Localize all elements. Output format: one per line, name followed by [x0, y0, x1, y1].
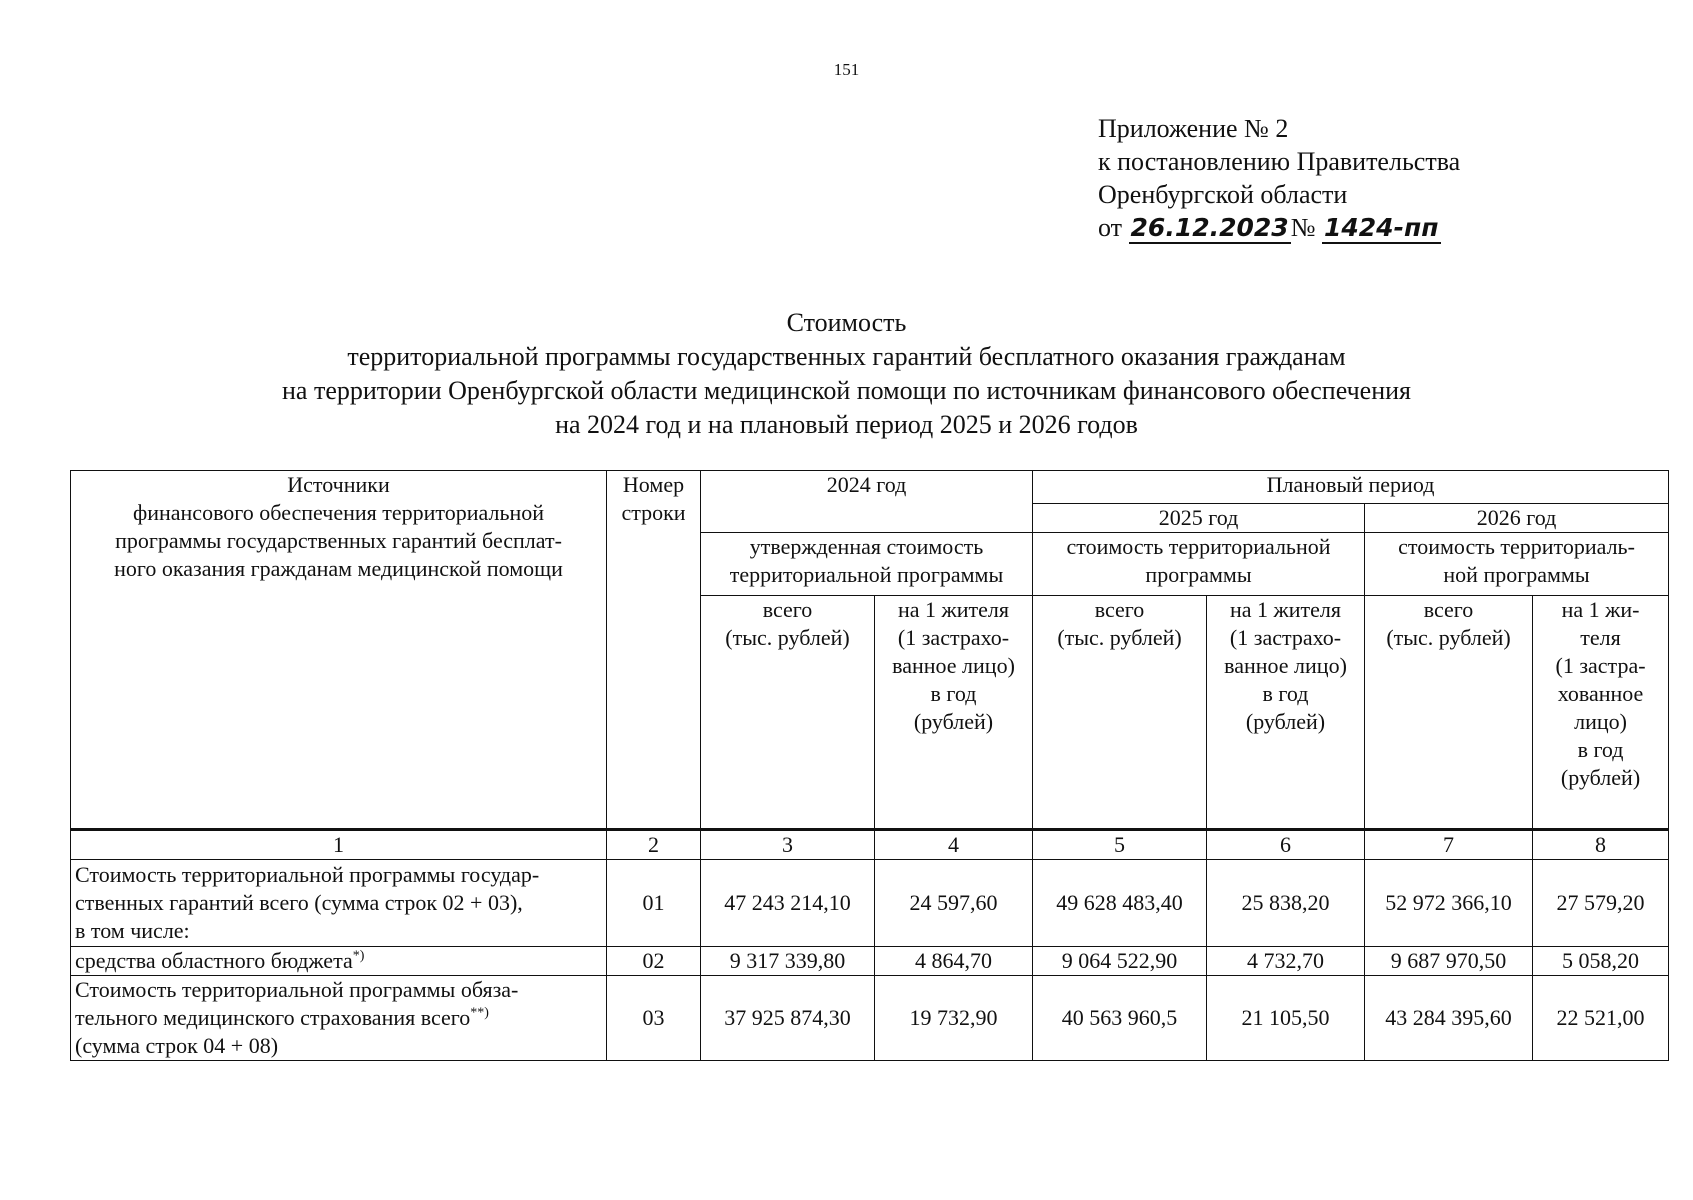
title-line-2: территориальной программы государственных гарантий бесплатного оказания гражданам	[347, 342, 1346, 371]
date-prefix: от	[1098, 213, 1123, 242]
column-number: 3	[701, 830, 875, 860]
header-approved-cost-line: утвержденная стоимость	[749, 534, 984, 559]
column-number: 8	[1533, 830, 1669, 860]
value-cell: 21 105,50	[1207, 976, 1365, 1061]
number-sign: №	[1290, 213, 1316, 242]
row-label-line: в том числе:	[75, 918, 190, 943]
header-per-resident-line: (рублей)	[1560, 765, 1641, 790]
title-line-4: на 2024 год и на плановый период 2025 и 2026 годов	[555, 410, 1138, 439]
header-per-resident-line: теля	[1580, 625, 1621, 650]
column-number: 4	[875, 830, 1033, 860]
row-label-line: Стоимость территориальной программы государ-	[75, 862, 540, 887]
header-total-line: всего	[1094, 597, 1145, 622]
value-cell: 9 064 522,90	[1033, 947, 1207, 976]
header-per-resident-line: лицо)	[1574, 709, 1627, 734]
header-total-2025	[1033, 596, 1207, 830]
row-code: 02	[607, 947, 701, 976]
value-cell: 19 732,90	[875, 976, 1033, 1061]
header-year-2024: 2024 год	[701, 471, 1033, 533]
header-per-resident-line: (1 застрахо-	[897, 625, 1010, 650]
page-number: 151	[833, 60, 860, 79]
column-number-row	[71, 830, 1669, 860]
header-cost-2025-line: стоимость территориальной	[1066, 534, 1331, 559]
row-code: 03	[607, 976, 701, 1061]
header-row-number-line: Номер	[622, 472, 685, 497]
value-cell: 4 732,70	[1207, 947, 1365, 976]
header-per-resident-2026	[1533, 596, 1669, 830]
header-total-line: (тыс. рублей)	[1057, 625, 1182, 650]
header-per-resident-line: на 1 жителя	[898, 597, 1009, 622]
row-label-line: (сумма строк 04 + 08)	[75, 1033, 279, 1058]
value-cell: 24 597,60	[875, 860, 1033, 947]
header-sources	[71, 471, 607, 830]
header-per-resident-line: ванное лицо)	[1224, 653, 1347, 678]
value-cell: 47 243 214,10	[701, 860, 875, 947]
title-line-1: Стоимость	[786, 308, 907, 337]
header-per-resident-line: (рублей)	[913, 709, 994, 734]
header-per-resident-line: на 1 жителя	[1230, 597, 1342, 622]
value-cell: 27 579,20	[1533, 860, 1669, 947]
document-title	[0, 306, 1693, 442]
header-cost-2026-line: стоимость территориаль-	[1398, 534, 1635, 559]
title-line-3: на территории Оренбургской области медицинской помощи по источникам финансового обеспечения	[282, 376, 1411, 405]
column-number: 5	[1033, 830, 1207, 860]
appendix-date-line	[1098, 211, 1460, 244]
handwritten-number: 1424-пп	[1324, 213, 1439, 242]
value-cell: 4 864,70	[875, 947, 1033, 976]
column-number: 1	[71, 830, 607, 860]
header-total-2026	[1365, 596, 1533, 830]
header-total-line: всего	[762, 597, 813, 622]
header-total-2024	[701, 596, 875, 830]
header-per-resident-line: хованное	[1557, 681, 1644, 706]
column-number: 2	[607, 830, 701, 860]
header-sources-line: программы государственных гарантий бесплат-	[115, 528, 562, 553]
header-cost-2026-line: ной программы	[1443, 562, 1590, 587]
header-per-resident-line: в год	[1262, 681, 1309, 706]
value-cell: 37 925 874,30	[701, 976, 875, 1061]
value-cell: 5 058,20	[1533, 947, 1669, 976]
header-per-resident-line: ванное лицо)	[892, 653, 1015, 678]
header-planned-period: Плановый период	[1033, 471, 1669, 504]
value-cell: 9 687 970,50	[1365, 947, 1533, 976]
value-cell: 43 284 395,60	[1365, 976, 1533, 1061]
header-row-number	[607, 471, 701, 830]
row-label-line: ственных гарантий всего (сумма строк 02 + 03),	[75, 890, 523, 915]
row-label-line: средства областного бюджета	[75, 948, 353, 973]
header-sources-line: ного оказания гражданам медицинской помощи	[114, 556, 563, 581]
handwritten-date: 26.12.2023	[1130, 213, 1289, 242]
header-cost-2025	[1033, 533, 1365, 596]
footnote-mark: **)	[470, 1005, 489, 1021]
header-per-resident-line: (1 застра-	[1555, 653, 1646, 678]
header-total-line: всего	[1423, 597, 1474, 622]
header-cost-2026	[1365, 533, 1669, 596]
table-row	[71, 976, 1669, 1061]
value-cell: 25 838,20	[1207, 860, 1365, 947]
footnote-mark: *)	[352, 948, 365, 964]
header-year-2025: 2025 год	[1033, 504, 1365, 533]
table-row	[71, 860, 1669, 947]
row-label	[71, 947, 607, 976]
cost-table	[70, 470, 1669, 1061]
row-label-line	[75, 1004, 602, 1032]
value-cell: 52 972 366,10	[1365, 860, 1533, 947]
header-sources-line: Источники	[287, 472, 390, 497]
header-per-resident-line: в год	[1577, 737, 1624, 762]
column-number: 6	[1207, 830, 1365, 860]
header-per-resident-line: в год	[930, 681, 977, 706]
header-sources-line: финансового обеспечения территориальной	[132, 500, 545, 525]
row-code: 01	[607, 860, 701, 947]
appendix-title: Приложение № 2	[1098, 114, 1289, 143]
value-cell: 22 521,00	[1533, 976, 1669, 1061]
header-total-line: (тыс. рублей)	[725, 625, 850, 650]
value-cell: 40 563 960,5	[1033, 976, 1207, 1061]
header-cost-2025-line: программы	[1145, 562, 1252, 587]
header-approved-cost	[701, 533, 1033, 596]
row-label-text: тельного медицинского страхования всего	[75, 1005, 471, 1030]
value-cell: 49 628 483,40	[1033, 860, 1207, 947]
table-row	[71, 947, 1669, 976]
row-label	[71, 976, 607, 1061]
header-per-resident-2024	[875, 596, 1033, 830]
row-label-line: Стоимость территориальной программы обяза-	[75, 977, 519, 1002]
header-row-number-line: строки	[621, 500, 686, 525]
header-per-resident-line: (рублей)	[1245, 709, 1326, 734]
header-per-resident-line: (1 застрахо-	[1229, 625, 1342, 650]
header-year-2026: 2026 год	[1365, 504, 1669, 533]
row-label	[71, 860, 607, 947]
header-approved-cost-line: территориальной программы	[729, 562, 1004, 587]
table-header-row	[71, 471, 1669, 504]
appendix-region: Оренбургской области	[1098, 180, 1348, 209]
appendix-block	[1098, 112, 1460, 244]
column-number: 7	[1365, 830, 1533, 860]
header-per-resident-line: на 1 жи-	[1561, 597, 1640, 622]
value-cell: 9 317 339,80	[701, 947, 875, 976]
appendix-resolution: к постановлению Правительства	[1098, 147, 1461, 176]
header-per-resident-2025	[1207, 596, 1365, 830]
header-total-line: (тыс. рублей)	[1386, 625, 1511, 650]
